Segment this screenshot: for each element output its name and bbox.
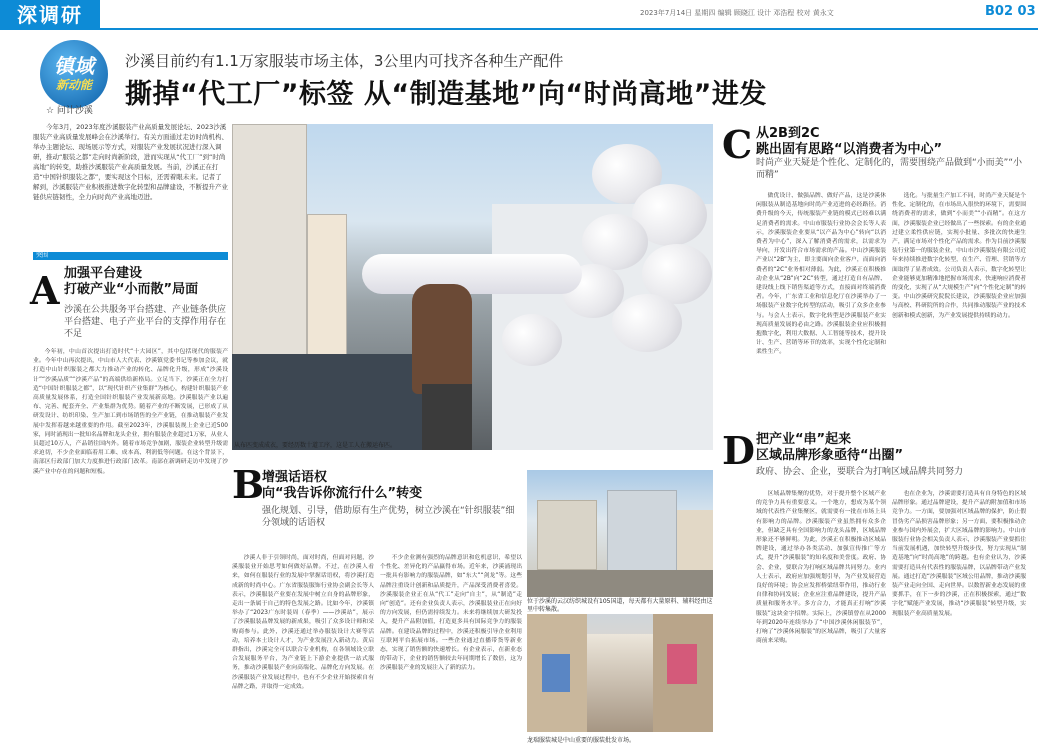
page-number: B02 03 [985,4,1036,19]
photo1-caption: 从布匹变成成衣，要经历数十道工序，这是工人在搬运布匹。 [234,442,397,449]
photo-fabric-roll [612,294,682,352]
photo-clothing-market [527,614,713,732]
logo-line1: 镇域 [54,54,94,78]
section-c-body [756,192,886,424]
section-a-text: 今年初，中山首次提出打造时代“十大园区”，其中包括现代的服装产业。今年中山再次提出，中山市人大代表、沙溪镇党委书记等参加会议，就打造中山针织服装之都大力推动产业的转化、品牌化升级，形成“沙溪设计”“沙溪品质”“沙溪产品”的高端供给新格局。立足当下，沙溪正在全力打造“中国针织服装之都”，以“现代针织产业集群”为核心，构建针织服装产业高质量发展体系，打造全国针织服装产业发展新高地。沙溪服装产业以遍布、完善、配套齐全、产业集群为优势。随着产业的不断发展，已形成了从研发设计、纺织印染、生产加工到市场销售的全产业链，在推动服装产业发展中发挥着越来越重要的作用。截至2023年，沙溪服装规上企业已近500家，同时涌现出一批知名品牌和龙头企业，拥有服装企业超过1万家，从业人员超过10万人，产品销往国内外。随着市场竞争加剧，服装企业转型升级需求迫切，不少企业面临着用工难、成本高、利润低等问题。在这个背景下，南部区行政部门加大力度推进行政部门改革。南部在新调研走访中发现了沙溪产业中存在的问题和短板。 [33,349,228,475]
section-d-text-2: 也在企业为，沙溪需要打造具有自身特色的区域品牌形象。通过品牌建设，提升产品的附加值和市场竞争力。一方面，要加强对区域品牌的保护，防止假冒伪劣产品损害品牌形象；另一方面，要积极推动企业参与国内外展会，扩大区域品牌的影响力。中山市服装行业协会相关负责人表示，沙溪服装产业要抓住当前发展机遇，加快转型升级步伐，努力实现从“制造基地”向“时尚高地”的跨越。也有企业认为，沙溪需要打造具有代表性的服装品牌，以品牌带动产业发展。通过打造“沙溪服装”区域公用品牌，推动沙溪服装产业走向全国、走向世界。以数智新业态发展的重要抓手，在下一步的沙溪，正在积极探索，通过“数字化”赋能产业发展，推动“沙溪服装”转型升级，实现服装产业高质量发展。 [892,491,1026,617]
photo-garment [542,654,570,692]
section-a-subtitle: 沙溪在公共服务平台搭建、产业链条供应平台搭建、电子产业平台的支撑作用存在不足 [64,305,227,339]
photo-textile-city [527,470,713,597]
section-d-title: 把产业“串”起来 区域品牌形象亟待“出圈” [756,432,904,463]
photo-worker [412,284,472,394]
section-bar: 突围 [33,252,228,260]
page-header [0,0,1038,30]
section-b-body-2 [380,554,522,740]
column-byline: ☆ 问计沙溪 [46,106,93,116]
article-headline: 撕掉“代工厂”标签 从“制造基地”向“时尚高地”进发 [125,79,767,110]
photo-building [677,510,713,570]
photo2-caption: 位于沙溪的云汉纺织城设有105国道，每天都有大量原料、辅料经由这里中转集散。 [527,598,713,613]
section-d-body [756,490,886,740]
photo-garment [667,644,697,684]
issue-meta: 2023年7月14日 星期四 编辑 顾晓江 设计 邓浩程 校对 黄永文 [640,9,834,17]
section-c-letter: C [722,122,753,167]
photo-carried-roll [362,254,582,294]
photo-building [607,490,677,575]
section-a-title: 加强平台建设 打破产业“小而散”局面 [64,266,199,297]
section-d-subtitle: 政府、协会、企业，要联合为打响区域品牌共同努力 [756,467,964,477]
photo-car [232,354,422,450]
section-b-subtitle: 强化规划、引导，借助原有生产优势，树立沙溪在“针织服装”细分领域的话语权 [262,506,515,528]
photo-fabric-roll [502,314,562,366]
photo-road [527,570,713,597]
photo-worker-legs [422,384,472,450]
section-c-text: 做优设计、做强品牌、做好产品，这是沙溪休闲服装从制造基地向时尚产业迈进的必经路径。消费升级的今天，传统服装产业链的模式已经难以满足消费者的需求。中山市服装行业协会会长等人表示，沙溪服装企业要从“以产品为中心”转向“以消费者为中心”，深入了解消费者的需求，以需求为导向，开发出符合市场需求的产品。中山沙溪服装产业以“2B”为主，即主要面向企业客户，而面向消费者的“2C”业务相对薄弱。为此，沙溪正在积极推动企业从“2B”向“2C”转型，通过打造自有品牌、建设线上线下销售渠道等方式，直接面对终端消费者。今年，广东省工业和信息化厅在沙溪举办了一场服装产业数字化转型的活动，吸引了众多企业参与。与会人士表示，数字化转型是沙溪服装产业实现高质量发展的必由之路。沙溪服装企业应积极拥抱数字化，利用大数据、人工智能等技术，提升设计、生产、营销等环节的效率，实现个性化定制和柔性生产。 [756,193,886,356]
section-a-body [33,348,228,740]
article-subtitle: 沙溪目前约有1.1万家服装市场主体，3公里内可找齐各种生产配件 [125,52,564,70]
photo-fabric-roll [582,214,648,270]
section-c-text-2: 选化。与批量生产加工不同，时尚产业天疑是个性化、定制化的，在市场出入很快的环境下，需要围绕消费者的需求，做到“小而美”“小而精”。在这方面，沙溪服装企业已经做出了一些探索。有的企业通过建立柔性供应链，实现小批量、多批次的快速生产，满足市场对个性化产品的需求。作为目前沙溪服装行业第一的服装企业，中山市沙溪服装有限公司近年来持续推进数字化转型，在生产、管理、营销等方面取得了显著成效。公司负责人表示，数字化转型让企业能够更加精准地把握市场需求，快速响应消费者的变化，实现了从“大规模生产”向“个性化定制”的转变。中山沙溪研究院院长建议，沙溪服装企业应加强与高校、科研院所的合作，共同推动服装产业的技术创新和模式创新，为产业发展提供持续的动力。 [892,193,1026,319]
section-d-body-2 [892,490,1026,740]
section-b-letter: B [232,462,265,507]
photo-building [537,500,597,570]
section-tag: 深调研 [0,0,100,30]
logo-line2: 新动能 [55,78,92,92]
section-b-title: 增强话语权 向“我告诉你流行什么”转变 [262,470,423,501]
section-c-subtitle: 时尚产业天疑是个性化、定制化的，需要围绕产品做到“小而美”“小而精” [756,158,1022,180]
section-b-text: 沙溪人非于引领时尚，面对时尚，但面对问题，沙溪服装业开始思考如何做好品牌。不过，在沙溪人看来，如何在服装行业的发展中掌握话语权，将沙溪打造成新的时尚中心。广东省服装服饰行业协会副会长等人表示，沙溪服装产业要在发展中树立自身的品牌形象，走出一条属于自己的特色发展之路。比如今年，沙溪镇举办了“2023广东时装周（春季）——沙溪站”，展示了沙溪服装品牌发展的新成果，吸引了众多设计师和采购商参与。此外，沙溪还通过举办服装设计大赛等活动，培养本土设计人才，为产业发展注入新动力。黄启群指出，沙溪完全可以联合专业机构，在各领域设立联合发展服务平台，为产业链上下游企业提供一站式服务，推动沙溪服装产业向高端化、品牌化方向发展。在沙溪服装产业发展过程中，也有不少企业开始探索自有品牌之路，并取得一定成效。 [232,555,374,690]
column-logo [40,40,108,108]
photo-aisle [587,634,653,732]
section-b-body [232,554,374,740]
section-d-letter: D [722,428,755,473]
photo3-caption: 龙瑞服装城是中山重要的服装批发市场。 [527,737,636,744]
section-b-text-2: 不少企业测有强烈的品牌意识和危机意识，希望以个性化、差异化的产品赢得市场。近年来，沙溪涌现出一批具有影响力的服装品牌，如“东大”“剑龙”等。这些品牌注重设计创新和品质提升，产品深受消费者喜爱。沙溪服装企业正在从“代工”走向“自主”，从“制造”走向“创造”。还有企业负责人表示，沙溪服装业正在向好的方向发展，但仍需持续发力。未来将继续加大研发投入，提升产品附加值，打造更多具有国际竞争力的服装品牌。在建设品牌的过程中，沙溪还积极引导企业利用互联网平台拓展市场。一些企业通过直播带货等新业态，实现了销售额的快速增长。有企业表示，在新业态的带动下，企业的销售额较去年同期增长了数倍，这为沙溪服装产业的发展注入了新的活力。 [380,555,522,672]
article-intro: 今年3月，2023年度沙溪服装产业高质量发展论坛、2023沙溪服装产业高质量发展峰会在沙溪举行。有关方面通过走访时尚机构、举办主题论坛、现场展示等方式，对服装产业发展状况进行深入调研，推动“服装之都”走向时尚新阶段，进而实现从“代工厂”到“时尚高地”的转变，助推沙溪服装产业高质量发展。当前，沙溪正在打造“中国针织服装之都”，要实现这个目标，还需着眼未来。记者了解到，沙溪服装产业积极推进数字化转型和品牌建设，不断提升产业链供应链韧性，全力向时尚产业高地迈进。 [33,123,228,201]
section-c-title: 从2B到2C 跳出固有思路“以消费者为中心” [756,126,943,157]
section-a-letter: A [30,268,60,313]
section-c-body-2 [892,192,1026,424]
photo-truck-loading [232,124,713,450]
header-rule [100,28,1038,30]
section-d-text: 区域品牌集聚的优势，对于提升整个区域产业的竞争力具有重要意义。一个地方，想成为某个领域的代表性产业集聚区，就需要有一批在市场上具有影响力的品牌。沙溪服装产业虽然拥有众多企业，但缺乏具有全国影响力的龙头品牌，区域品牌形象还不够鲜明。为此，沙溪正在积极推动区域品牌建设，通过举办各类活动、加强宣传推广等方式，提升“沙溪服装”的知名度和美誉度。政府、协会、企业，要联合为打响区域品牌共同努力。业内人士表示，政府应加强规划引导，为产业发展营造良好的环境；协会应发挥桥梁纽带作用，推动行业自律和协同发展；企业应注重品牌建设，提升产品质量和服务水平。多方合力，才能真正打响“沙溪服装”这块金字招牌。实际上，沙溪镇曾在从2000年到2020年连续举办了“中国沙溪休闲服装节”，打响了“沙溪休闲服装”的区域品牌，吸引了大量客商前来采购。 [756,491,886,645]
